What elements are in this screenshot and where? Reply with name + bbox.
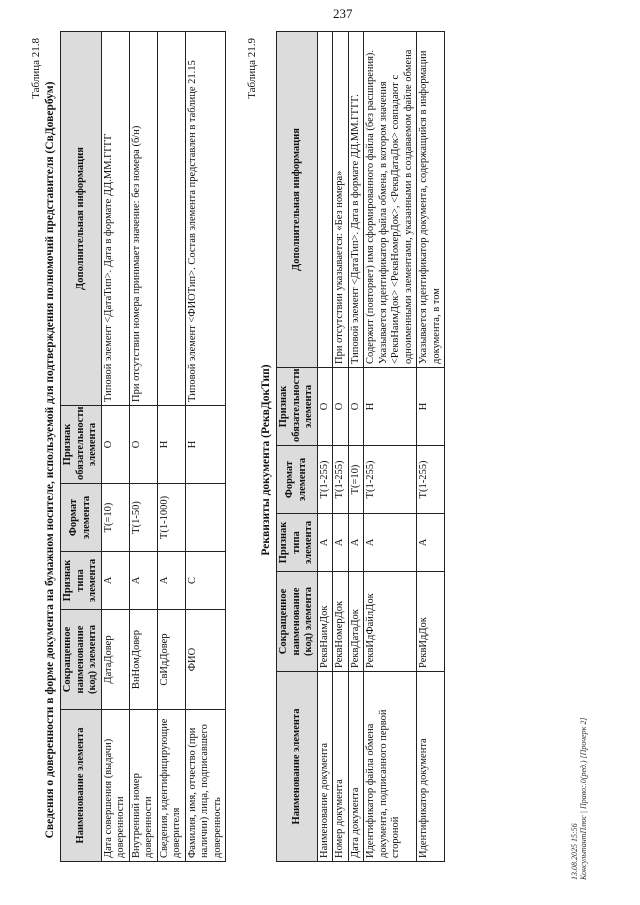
header-cell: Сокращенное наименование (код) элемента bbox=[277, 572, 318, 672]
cell-info: Типовой элемент <ДатаТип>. Дата в формате ДД.ММ.ГГГГ. bbox=[348, 32, 364, 368]
table1-title: Сведения о доверенности в форме документа на бумажном носителе, используемой для подтверждения полномочий представителя (СвДовербум) bbox=[44, 81, 56, 839]
cell-name: Наименование документа bbox=[317, 672, 333, 862]
cell-required: Н bbox=[364, 368, 417, 446]
table-row bbox=[333, 32, 349, 862]
table-document-details bbox=[276, 31, 445, 862]
header-cell: Признак обязательности элемента bbox=[61, 406, 102, 484]
footer-timestamp: 13.08.2025 15:56 bbox=[570, 823, 579, 880]
cell-info: При отсутствии указывается: «Без номера» bbox=[333, 32, 349, 368]
cell-type: А bbox=[348, 514, 364, 572]
cell-code: РеквНаимДок bbox=[317, 572, 333, 672]
header-cell: Формат элемента bbox=[277, 446, 318, 514]
cell-name: Сведения, идентифицирующие доверителя bbox=[157, 710, 185, 862]
cell-code: СвИдДовер bbox=[157, 610, 185, 710]
cell-format: T(=10) bbox=[348, 446, 364, 514]
header-cell: Признак типа элемента bbox=[277, 514, 318, 572]
cell-info bbox=[317, 32, 333, 368]
cell-format: T(1-255) bbox=[333, 446, 349, 514]
cell-type: С bbox=[185, 552, 226, 610]
header-cell: Формат элемента bbox=[61, 484, 102, 552]
cell-required: Н bbox=[185, 406, 226, 484]
cell-info bbox=[157, 32, 185, 406]
cell-code: РеквИдДок bbox=[417, 572, 445, 672]
cell-format: T(=10) bbox=[101, 484, 129, 552]
cell-required: Н bbox=[157, 406, 185, 484]
table-row bbox=[364, 32, 417, 862]
table2-title: Реквизиты документа (РеквДокТип) bbox=[260, 364, 272, 556]
rotated-page-content bbox=[30, 30, 620, 890]
cell-required: О bbox=[348, 368, 364, 446]
cell-format: T(1-255) bbox=[417, 446, 445, 514]
cell-code: ФИО bbox=[185, 610, 226, 710]
cell-format: T(1-1000) bbox=[157, 484, 185, 552]
cell-info: Указывается идентификатор документа, содержащийся в информации документа, в том bbox=[417, 32, 445, 368]
cell-name: Идентификатор файла обмена документа, подписанного первой стороной bbox=[364, 672, 417, 862]
cell-required: О bbox=[317, 368, 333, 446]
header-cell: Признак типа элемента bbox=[61, 552, 102, 610]
cell-info: Типовой элемент <ФИОТип>. Состав элемента представлен в таблице 21.15 bbox=[185, 32, 226, 406]
cell-name: Фамилия, имя, отчество (при наличии) лица, подписавшего доверенность bbox=[185, 710, 226, 862]
table-row bbox=[101, 32, 129, 862]
cell-format: T(1-255) bbox=[317, 446, 333, 514]
cell-type: А bbox=[317, 514, 333, 572]
cell-type: А bbox=[157, 552, 185, 610]
cell-code: РеквИдФайлДок bbox=[364, 572, 417, 672]
table1-caption: Таблица 21.8 bbox=[30, 38, 42, 99]
header-cell: Дополнительная информация bbox=[277, 32, 318, 368]
cell-required: Н bbox=[417, 368, 445, 446]
cell-name: Дата документа bbox=[348, 672, 364, 862]
cell-required: О bbox=[129, 406, 157, 484]
print-footer bbox=[570, 718, 588, 880]
cell-name: Дата совершения (выдачи) доверенности bbox=[101, 710, 129, 862]
table-row bbox=[129, 32, 157, 862]
cell-required: О bbox=[333, 368, 349, 446]
cell-code: РеквДатаДок bbox=[348, 572, 364, 672]
table-row bbox=[348, 32, 364, 862]
table-row bbox=[157, 32, 185, 862]
table-header-row bbox=[277, 32, 318, 862]
footer-source: КонсультантПлюс | Право:.0(ред.) [Прочерк 2] bbox=[579, 717, 588, 880]
cell-type: А bbox=[333, 514, 349, 572]
header-cell: Наименование элемента bbox=[61, 710, 102, 862]
cell-format: T(1-255) bbox=[364, 446, 417, 514]
cell-code: ВнНомДовер bbox=[129, 610, 157, 710]
cell-type: А bbox=[417, 514, 445, 572]
cell-info: Содержит (повторяет) имя сформированного файла (без расширения). Указывается идентификатор файла обмена, в котором значения <РеквНаимДок> <РеквНомерДок>, <РеквДатаДок> совпадают с одноименными элементами, указанными в создаваемом файле обмена bbox=[364, 32, 417, 368]
table-header-row bbox=[61, 32, 102, 862]
cell-name: Номер документа bbox=[333, 672, 349, 862]
cell-info: Типовой элемент <ДатаТип>. Дата в формате ДД.ММ.ГГГГ bbox=[101, 32, 129, 406]
header-cell: Дополнительная информация bbox=[61, 32, 102, 406]
header-cell: Сокращенное наименование (код) элемента bbox=[61, 610, 102, 710]
table-power-of-attorney bbox=[60, 31, 226, 862]
cell-name: Внутренний номер доверенности bbox=[129, 710, 157, 862]
cell-code: ДатаДовер bbox=[101, 610, 129, 710]
header-cell: Наименование элемента bbox=[277, 672, 318, 862]
cell-format bbox=[185, 484, 226, 552]
table2-caption: Таблица 21.9 bbox=[246, 38, 258, 99]
table-row bbox=[317, 32, 333, 862]
table-row bbox=[185, 32, 226, 862]
header-cell: Признак обязательности элемента bbox=[277, 368, 318, 446]
table-row bbox=[417, 32, 445, 862]
cell-type: А bbox=[101, 552, 129, 610]
cell-required: О bbox=[101, 406, 129, 484]
cell-format: T(1-50) bbox=[129, 484, 157, 552]
page-number: 237 bbox=[333, 6, 353, 21]
cell-code: РеквНомерДок bbox=[333, 572, 349, 672]
cell-type: А bbox=[364, 514, 417, 572]
cell-type: А bbox=[129, 552, 157, 610]
cell-name: Идентификатор документа bbox=[417, 672, 445, 862]
cell-info: При отсутствии номера принимает значение: без номера (б/н) bbox=[129, 32, 157, 406]
